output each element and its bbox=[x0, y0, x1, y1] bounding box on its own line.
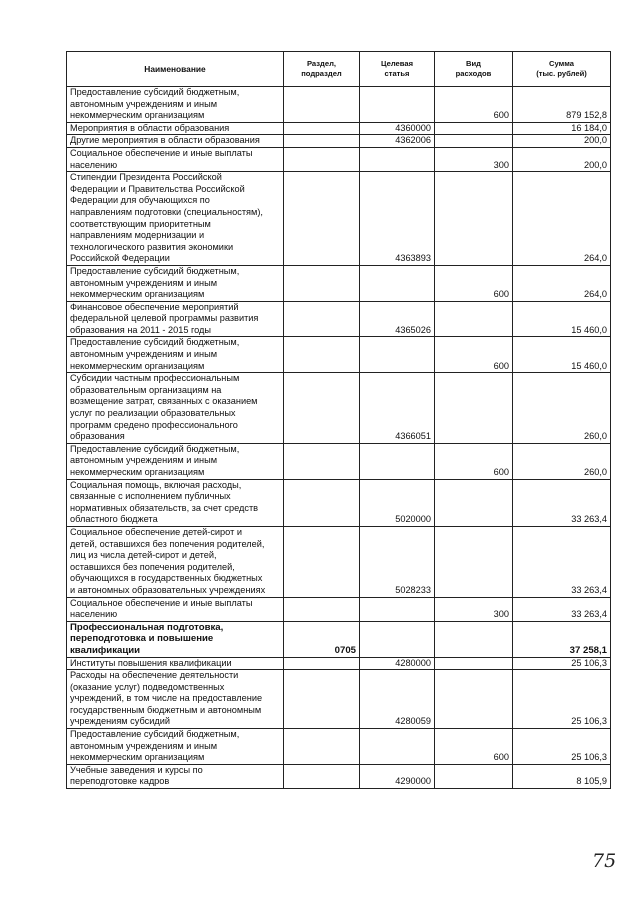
budget-table bbox=[66, 51, 611, 789]
cell-razdel: 0705 bbox=[284, 621, 360, 657]
cell-name: Социальное обеспечение и иные выплаты населению bbox=[67, 147, 284, 171]
cell-name: Социальное обеспечение и иные выплаты населению bbox=[67, 597, 284, 621]
table-row bbox=[67, 172, 611, 266]
cell-razdel bbox=[284, 301, 360, 337]
cell-expense-type bbox=[435, 670, 513, 729]
cell-razdel bbox=[284, 135, 360, 148]
cell-expense-type bbox=[435, 135, 513, 148]
table-header-row bbox=[67, 52, 611, 87]
cell-sum: 264,0 bbox=[513, 172, 611, 266]
page-number: 75 bbox=[592, 850, 617, 872]
cell-sum: 15 460,0 bbox=[513, 301, 611, 337]
cell-razdel bbox=[284, 265, 360, 301]
cell-expense-type bbox=[435, 764, 513, 788]
table-body bbox=[67, 87, 611, 789]
header-csr: Целевая статья bbox=[360, 52, 435, 87]
table-row bbox=[67, 729, 611, 765]
cell-target-article bbox=[360, 729, 435, 765]
cell-name: Учебные заведения и курсы по переподготовке кадров bbox=[67, 764, 284, 788]
table-row bbox=[67, 621, 611, 657]
cell-sum: 33 263,4 bbox=[513, 526, 611, 597]
cell-razdel bbox=[284, 337, 360, 373]
cell-target-article: 4366051 bbox=[360, 373, 435, 444]
table-row bbox=[67, 135, 611, 148]
cell-sum: 15 460,0 bbox=[513, 337, 611, 373]
cell-name: Социальное обеспечение детей-сирот и детей, оставшихся без попечения родителей, лиц из числа детей-сирот и детей, оставшихся без попечения родителей, обучающихся в государственных бюджетных и автономных образовательных учреждениях bbox=[67, 526, 284, 597]
cell-name: Институты повышения квалификации bbox=[67, 657, 284, 670]
cell-name: Предоставление субсидий бюджетным, автономным учреждениям и иным некоммерческим организациям bbox=[67, 729, 284, 765]
cell-name: Стипендии Президента Российской Федерации и Правительства Российской Федерации для обучающихся по направлениям подготовки (специальностям), соответствующим приоритетным направлениям модернизации и технологического развития экономики Российской Федерации bbox=[67, 172, 284, 266]
cell-expense-type: 600 bbox=[435, 265, 513, 301]
cell-sum: 25 106,3 bbox=[513, 670, 611, 729]
cell-target-article: 4365026 bbox=[360, 301, 435, 337]
table-row bbox=[67, 764, 611, 788]
table-row bbox=[67, 657, 611, 670]
cell-razdel bbox=[284, 670, 360, 729]
cell-target-article bbox=[360, 337, 435, 373]
table-row bbox=[67, 479, 611, 526]
cell-name: Предоставление субсидий бюджетным, автономным учреждениям и иным некоммерческим организациям bbox=[67, 443, 284, 479]
cell-name: Предоставление субсидий бюджетным, автономным учреждениям и иным некоммерческим организациям bbox=[67, 87, 284, 123]
header-name: Наименование bbox=[67, 52, 284, 87]
cell-razdel bbox=[284, 147, 360, 171]
cell-name: Расходы на обеспечение деятельности (оказание услуг) подведомственных учреждений, в том числе на предоставление государственным бюджетным и автономным учреждениям субсидий bbox=[67, 670, 284, 729]
cell-name: Субсидии частным профессиональным образовательным организациям на возмещение затрат, связанных с оказанием услуг по реализации образовательных программ средено профессионального образования bbox=[67, 373, 284, 444]
table-row bbox=[67, 147, 611, 171]
cell-expense-type bbox=[435, 657, 513, 670]
cell-expense-type: 600 bbox=[435, 729, 513, 765]
table-row bbox=[67, 337, 611, 373]
cell-target-article: 5028233 bbox=[360, 526, 435, 597]
cell-razdel bbox=[284, 729, 360, 765]
cell-expense-type bbox=[435, 479, 513, 526]
cell-expense-type: 300 bbox=[435, 147, 513, 171]
cell-razdel bbox=[284, 526, 360, 597]
cell-sum: 33 263,4 bbox=[513, 479, 611, 526]
cell-expense-type bbox=[435, 122, 513, 135]
cell-target-article: 4280000 bbox=[360, 657, 435, 670]
cell-target-article: 4363893 bbox=[360, 172, 435, 266]
header-sum: Сумма (тыс. рублей) bbox=[513, 52, 611, 87]
table-row bbox=[67, 443, 611, 479]
table-row bbox=[67, 526, 611, 597]
cell-name: Предоставление субсидий бюджетным, автономным учреждениям и иным некоммерческим организациям bbox=[67, 337, 284, 373]
cell-expense-type bbox=[435, 373, 513, 444]
cell-name: Предоставление субсидий бюджетным, автономным учреждениям и иным некоммерческим организациям bbox=[67, 265, 284, 301]
cell-sum: 260,0 bbox=[513, 373, 611, 444]
cell-target-article: 4360000 bbox=[360, 122, 435, 135]
cell-sum: 25 106,3 bbox=[513, 657, 611, 670]
cell-target-article: 4280059 bbox=[360, 670, 435, 729]
table-row bbox=[67, 597, 611, 621]
cell-sum: 16 184,0 bbox=[513, 122, 611, 135]
cell-sum: 260,0 bbox=[513, 443, 611, 479]
cell-razdel bbox=[284, 443, 360, 479]
cell-expense-type bbox=[435, 621, 513, 657]
cell-expense-type bbox=[435, 526, 513, 597]
cell-sum: 879 152,8 bbox=[513, 87, 611, 123]
cell-target-article bbox=[360, 265, 435, 301]
cell-target-article bbox=[360, 621, 435, 657]
table-row bbox=[67, 265, 611, 301]
cell-sum: 25 106,3 bbox=[513, 729, 611, 765]
cell-expense-type: 600 bbox=[435, 87, 513, 123]
cell-name: Социальная помощь, включая расходы, связанные с исполнением публичных нормативных обязательств, за счет средств областного бюджета bbox=[67, 479, 284, 526]
table-row bbox=[67, 373, 611, 444]
header-razdel: Раздел, подраздел bbox=[284, 52, 360, 87]
cell-target-article bbox=[360, 87, 435, 123]
cell-target-article bbox=[360, 147, 435, 171]
cell-razdel bbox=[284, 373, 360, 444]
cell-name: Финансовое обеспечение мероприятий федеральной целевой программы развития образования на 2011 - 2015 годы bbox=[67, 301, 284, 337]
cell-expense-type: 600 bbox=[435, 337, 513, 373]
cell-sum: 200,0 bbox=[513, 135, 611, 148]
cell-target-article bbox=[360, 443, 435, 479]
header-vid: Вид расходов bbox=[435, 52, 513, 87]
cell-name: Профессиональная подготовка, переподготовка и повышение квалификации bbox=[67, 621, 284, 657]
cell-expense-type: 300 bbox=[435, 597, 513, 621]
cell-target-article bbox=[360, 597, 435, 621]
cell-target-article: 4362006 bbox=[360, 135, 435, 148]
cell-razdel bbox=[284, 597, 360, 621]
cell-sum: 200,0 bbox=[513, 147, 611, 171]
cell-sum: 33 263,4 bbox=[513, 597, 611, 621]
cell-expense-type bbox=[435, 172, 513, 266]
cell-razdel bbox=[284, 479, 360, 526]
cell-razdel bbox=[284, 657, 360, 670]
cell-target-article: 5020000 bbox=[360, 479, 435, 526]
cell-razdel bbox=[284, 172, 360, 266]
table-row bbox=[67, 122, 611, 135]
cell-sum: 264,0 bbox=[513, 265, 611, 301]
cell-expense-type bbox=[435, 301, 513, 337]
cell-razdel bbox=[284, 122, 360, 135]
cell-name: Другие мероприятия в области образования bbox=[67, 135, 284, 148]
table-row bbox=[67, 670, 611, 729]
cell-sum: 37 258,1 bbox=[513, 621, 611, 657]
cell-target-article: 4290000 bbox=[360, 764, 435, 788]
cell-name: Мероприятия в области образования bbox=[67, 122, 284, 135]
cell-sum: 8 105,9 bbox=[513, 764, 611, 788]
cell-razdel bbox=[284, 87, 360, 123]
table-row bbox=[67, 301, 611, 337]
cell-expense-type: 600 bbox=[435, 443, 513, 479]
table-row bbox=[67, 87, 611, 123]
cell-razdel bbox=[284, 764, 360, 788]
